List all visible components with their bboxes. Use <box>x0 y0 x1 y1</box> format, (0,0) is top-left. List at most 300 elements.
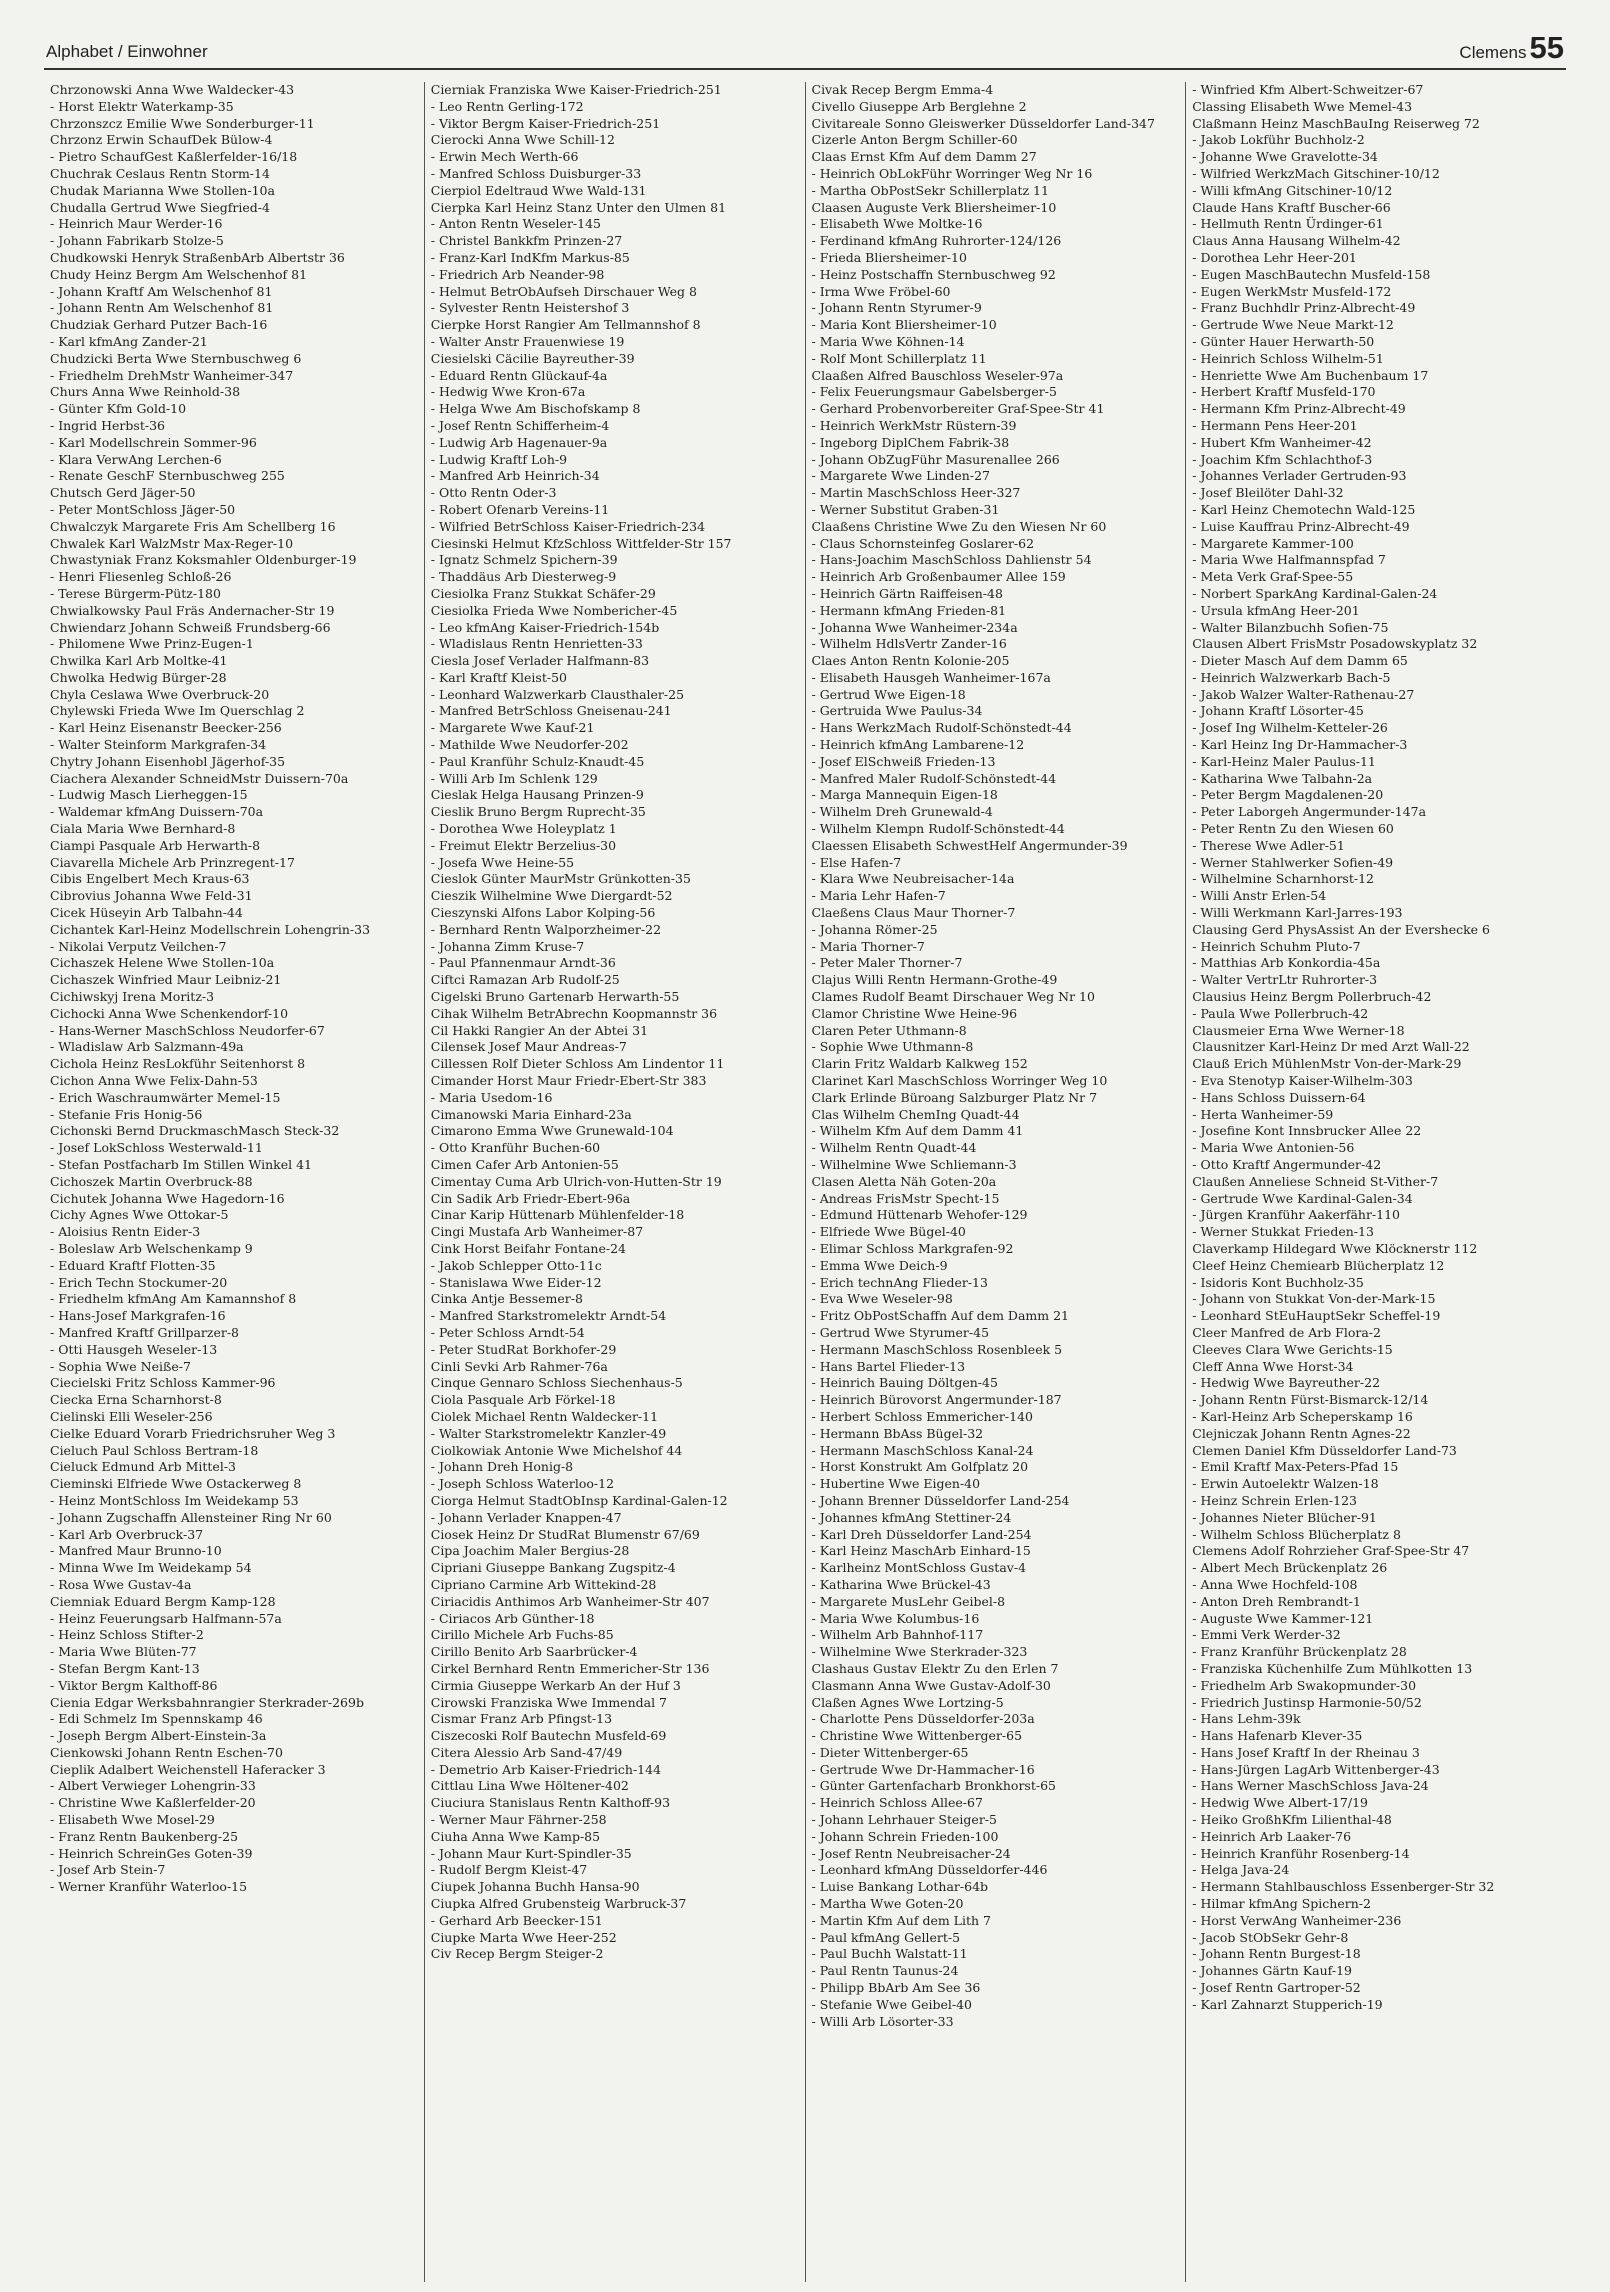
directory-entry: Chyla Ceslawa Wwe Overbruck-20 <box>50 686 270 702</box>
directory-entry: - Ursula kfmAng Heer-201 <box>1192 602 1360 618</box>
directory-entry: - Wilhelm Dreh Grunewald-4 <box>811 804 993 820</box>
directory-entry: Cierocki Anna Wwe Schill-12 <box>430 132 615 148</box>
directory-entry: - Manfred Maler Rudolf-Schönstedt-44 <box>811 770 1057 786</box>
directory-entry: - Edi Schmelz Im Spennskamp 46 <box>50 1711 263 1727</box>
directory-entry: - Horst Konstrukt Am Golfplatz 20 <box>811 1459 1029 1475</box>
directory-entry: - Martha ObPostSekr Schillerplatz 11 <box>811 182 1049 198</box>
directory-entry: - Wilhelm Rentn Quadt-44 <box>811 1140 977 1156</box>
directory-entry: - Charlotte Pens Düsseldorfer-203a <box>811 1711 1035 1727</box>
directory-entry: Cipriani Giuseppe Bankang Zugspitz-4 <box>430 1560 676 1576</box>
directory-entry: - Hubert Kfm Wanheimer-42 <box>1192 434 1372 450</box>
directory-entry: Cinli Sevki Arb Rahmer-76a <box>430 1358 608 1374</box>
directory-entry: Clemen Daniel Kfm Düsseldorfer Land-73 <box>1192 1442 1457 1458</box>
directory-entry: Ciftci Ramazan Arb Rudolf-25 <box>430 972 620 988</box>
directory-entry: - Albert Mech Brückenplatz 26 <box>1192 1560 1388 1576</box>
directory-entry: - Henri Fliesenleg Schloß-26 <box>50 569 232 585</box>
directory-entry: Cirmia Giuseppe Werkarb An der Huf 3 <box>430 1677 681 1693</box>
directory-entry: - Frieda Bliersheimer-10 <box>811 249 967 265</box>
directory-entry: - Gertrud Wwe Styrumer-45 <box>811 1324 990 1340</box>
directory-entry: - Friedrich Justinsp Harmonie-50/52 <box>1192 1694 1422 1710</box>
directory-entry: Citera Alessio Arb Sand-47/49 <box>430 1744 623 1760</box>
directory-entry: - Otto Kraftf Angermunder-42 <box>1192 1157 1382 1172</box>
directory-entry: - Maria Usedom-16 <box>430 1089 553 1105</box>
directory-entry: - Dorothea Lehr Heer-201 <box>1192 249 1357 265</box>
directory-entry: - Johann Schrein Frieden-100 <box>811 1828 999 1844</box>
directory-entry: - Erich Techn Stockumer-20 <box>50 1274 228 1290</box>
directory-entry: - Katharina Wwe Brückel-43 <box>811 1576 991 1592</box>
directory-entry: - Dieter Wittenberger-65 <box>811 1744 969 1760</box>
directory-entry: Ciriacidis Anthimos Arb Wanheimer-Str 407 <box>430 1593 710 1609</box>
directory-entry: Cierniak Franziska Wwe Kaiser-Friedrich-251 <box>430 82 722 97</box>
directory-entry: - Philipp BbArb Am See 36 <box>811 1980 981 1996</box>
directory-entry: - Maria Kont Bliersheimer-10 <box>811 317 997 333</box>
directory-entry: - Heinz Postschaffn Sternbuschweg 92 <box>811 266 1056 282</box>
directory-entry: - Friedhelm kfmAng Am Kamannshof 8 <box>50 1291 297 1307</box>
directory-entry: - Hans-Werner MaschSchloss Neudorfer-67 <box>50 1022 325 1038</box>
directory-entry: - Bernhard Rentn Walporzheimer-22 <box>430 921 662 937</box>
directory-entry: - Leonhard StEuHauptSekr Scheffel-19 <box>1192 1308 1441 1324</box>
directory-entry: - Heinrich Schloss Allee-67 <box>811 1795 983 1811</box>
directory-entry: - Johannes Gärtn Kauf-19 <box>1192 1963 1352 1979</box>
directory-entry: - Paul Kranführ Schulz-Knaudt-45 <box>430 753 645 769</box>
directory-entry: - Johann Zugschaffn Allensteiner Ring Nr 60 <box>50 1509 332 1525</box>
directory-entry: Clamor Christine Wwe Heine-96 <box>811 1005 1018 1021</box>
directory-entry: - Wilhelmine Scharnhorst-12 <box>1192 871 1375 887</box>
directory-entry: - Philomene Wwe Prinz-Eugen-1 <box>50 636 254 652</box>
directory-entry: - Horst VerwAng Wanheimer-236 <box>1192 1912 1402 1928</box>
directory-entry: - Hedwig Wwe Kron-67a <box>430 384 586 400</box>
directory-entry: - Gerhard Arb Beecker-151 <box>430 1912 603 1928</box>
directory-entry: - Friedhelm DrehMstr Wanheimer-347 <box>50 367 294 383</box>
directory-entry: - Franz-Karl IndKfm Markus-85 <box>430 249 630 265</box>
directory-entry: - Johann Fabrikarb Stolze-5 <box>50 233 224 249</box>
directory-entry: - Stefan Bergm Kant-13 <box>50 1660 200 1676</box>
directory-entry: Ciola Pasquale Arb Förkel-18 <box>430 1392 616 1408</box>
directory-entry: - Erwin Mech Werth-66 <box>430 149 579 165</box>
directory-entry: - Waldemar kfmAng Duissern-70a <box>50 804 264 820</box>
directory-entry: - Hedwig Wwe Bayreuther-22 <box>1192 1375 1381 1391</box>
directory-entry: - Demetrio Arb Kaiser-Friedrich-144 <box>430 1761 662 1777</box>
directory-entry: - Wilhelm Schloss Blücherplatz 8 <box>1192 1526 1401 1542</box>
directory-entry: Clausmeier Erna Wwe Werner-18 <box>1192 1022 1405 1038</box>
directory-entry: - Mathilde Wwe Neudorfer-202 <box>430 737 629 753</box>
directory-entry: - Johann von Stukkat Von-der-Mark-15 <box>1192 1291 1436 1307</box>
directory-entry: - Hermann BbAss Bügel-32 <box>811 1425 984 1441</box>
directory-entry: - Manfred Kraftf Grillparzer-8 <box>50 1324 240 1340</box>
directory-entry: - Günter Gartenfacharb Bronkhorst-65 <box>811 1778 1057 1794</box>
directory-entry: - Claus Schornsteinfeg Goslarer-62 <box>811 535 1035 551</box>
directory-entry: Churs Anna Wwe Reinhold-38 <box>50 384 241 400</box>
directory-entry: - Hubertine Wwe Eigen-40 <box>811 1476 981 1492</box>
directory-entry: Cichy Agnes Wwe Ottokar-5 <box>50 1207 229 1223</box>
directory-entry: Civitareale Sonno Gleiswerker Düsseldorfer Land-347 <box>811 115 1155 131</box>
page-header <box>44 28 1566 70</box>
directory-column-4 <box>1185 82 1566 2282</box>
directory-entry: - Hans-Jürgen LagArb Wittenberger-43 <box>1192 1761 1440 1777</box>
directory-entry: Chudziak Gerhard Putzer Bach-16 <box>50 317 268 333</box>
directory-entry: Ciavarella Michele Arb Prinzregent-17 <box>50 854 295 870</box>
directory-entry: - Ignatz Schmelz Spichern-39 <box>430 552 618 568</box>
directory-entry: - Sophia Wwe Neiße-7 <box>50 1358 191 1374</box>
directory-entry: - Rosa Wwe Gustav-4a <box>50 1576 192 1592</box>
directory-entry: Claßen Agnes Wwe Lortzing-5 <box>811 1694 1004 1710</box>
directory-entry: - Hedwig Wwe Albert-17/19 <box>1192 1795 1369 1811</box>
directory-entry: Ciupka Alfred Grubensteig Warbruck-37 <box>430 1896 687 1912</box>
directory-column-2 <box>424 82 805 2282</box>
directory-entry: - Josef Rentn Gartroper-52 <box>1192 1980 1361 1996</box>
directory-entry: Civ Recep Bergm Steiger-2 <box>430 1946 604 1962</box>
directory-entry: Cierpiol Edeltraud Wwe Wald-131 <box>430 182 647 198</box>
directory-entry: - Therese Wwe Adler-51 <box>1192 837 1345 853</box>
directory-entry: - Emil Kraftf Max-Peters-Pfad 15 <box>1192 1459 1399 1475</box>
directory-entry: - Wilfried BetrSchloss Kaiser-Friedrich-234 <box>430 518 706 534</box>
directory-entry: - Wilfried WerkzMach Gitschiner-10/12 <box>1192 165 1440 181</box>
directory-entry: Ciorga Helmut StadtObInsp Kardinal-Galen-12 <box>430 1492 728 1508</box>
directory-entry: Cichocki Anna Wwe Schenkendorf-10 <box>50 1005 289 1021</box>
directory-entry: Chwiendarz Johann Schweiß Frundsberg-66 <box>50 619 331 635</box>
directory-entry: Claes Anton Rentn Kolonie-205 <box>811 653 1010 669</box>
entry-list-2 <box>425 82 805 1963</box>
directory-entry: - Paul Buchh Walstatt-11 <box>811 1946 968 1962</box>
directory-entry: - Margarete Wwe Kauf-21 <box>430 720 595 736</box>
directory-entry: Claas Ernst Kfm Auf dem Damm 27 <box>811 149 1037 165</box>
directory-entry: - Johanna Zimm Kruse-7 <box>430 938 585 954</box>
directory-entry: - Josef Rentn Schifferheim-4 <box>430 417 610 433</box>
directory-entry: Cielke Eduard Vorarb Friedrichsruher Weg 3 <box>50 1425 336 1441</box>
directory-entry: - Elisabeth Wwe Mosel-29 <box>50 1812 215 1828</box>
directory-entry: Clausen Albert FrisMstr Posadowskyplatz 32 <box>1192 636 1478 652</box>
directory-entry: - Hermann kfmAng Frieden-81 <box>811 602 1007 618</box>
directory-entry: Cismar Franz Arb Pfingst-13 <box>430 1711 613 1727</box>
directory-entry: Cielinski Elli Weseler-256 <box>50 1408 213 1424</box>
directory-entry: Cimarono Emma Wwe Grunewald-104 <box>430 1123 674 1139</box>
directory-entry: - Joseph Bergm Albert-Einstein-3a <box>50 1728 267 1744</box>
directory-entry: Cimen Cafer Arb Antonien-55 <box>430 1157 619 1172</box>
directory-entry: Chutsch Gerd Jäger-50 <box>50 485 196 501</box>
directory-entry: Ciachera Alexander SchneidMstr Duissern-70a <box>50 770 349 786</box>
directory-entry: - Walter Steinform Markgrafen-34 <box>50 737 267 753</box>
directory-entry: - Hermann Stahlbauschloss Essenberger-Str 32 <box>1192 1879 1495 1895</box>
directory-entry: Cingi Mustafa Arb Wanheimer-87 <box>430 1224 644 1240</box>
directory-entry: - Eva Wwe Weseler-98 <box>811 1291 953 1307</box>
directory-entry: Clemens Adolf Rohrzieher Graf-Spee-Str 47 <box>1192 1543 1470 1559</box>
directory-entry: - Willi Arb Im Schlenk 129 <box>430 770 598 786</box>
directory-entry: - Karl-Heinz Maler Paulus-11 <box>1192 753 1376 769</box>
directory-entry: Chwolka Hedwig Bürger-28 <box>50 669 227 685</box>
directory-entry: Chudy Heinz Bergm Am Welschenhof 81 <box>50 266 308 282</box>
directory-entry: - Johann Dreh Honig-8 <box>430 1459 574 1475</box>
page-number: 55 <box>1529 30 1564 65</box>
directory-entry: - Manfred Schloss Duisburger-33 <box>430 165 642 181</box>
directory-entry: Cimentay Cuma Arb Ulrich-von-Hutten-Str 19 <box>430 1173 722 1189</box>
directory-entry: Chudkowski Henryk StraßenbArb Albertstr 36 <box>50 249 345 265</box>
directory-entry: - Rudolf Bergm Kleist-47 <box>430 1862 588 1878</box>
directory-entry: - Felix Feuerungsmaur Gabelsberger-5 <box>811 384 1057 400</box>
directory-entry: - Hans WerkzMach Rudolf-Schönstedt-44 <box>811 720 1072 736</box>
directory-entry: Chrzonszcz Emilie Wwe Sonderburger-11 <box>50 115 315 131</box>
directory-entry: Chwalczyk Margarete Fris Am Schellberg 16 <box>50 518 336 534</box>
directory-entry: - Heinrich Schuhm Pluto-7 <box>1192 938 1361 954</box>
directory-entry: Ciolek Michael Rentn Waldecker-11 <box>430 1408 659 1424</box>
directory-entry: Cittlau Lina Wwe Höltener-402 <box>430 1778 629 1794</box>
directory-entry: Cienkowski Johann Rentn Eschen-70 <box>50 1744 283 1760</box>
directory-entry: Ciesla Josef Verlader Halfmann-83 <box>430 653 650 669</box>
directory-entry: - Josef Ing Wilhelm-Ketteler-26 <box>1192 720 1388 736</box>
directory-entry: - Willi kfmAng Gitschiner-10/12 <box>1192 182 1393 198</box>
directory-entry: - Wladislaus Rentn Henrietten-33 <box>430 636 643 652</box>
directory-entry: - Gertruida Wwe Paulus-34 <box>811 703 983 719</box>
directory-entry: - Willi Anstr Erlen-54 <box>1192 888 1327 904</box>
directory-entry: - Dieter Masch Auf dem Damm 65 <box>1192 653 1408 669</box>
directory-entry: - Johann Maur Kurt-Spindler-35 <box>430 1845 632 1861</box>
directory-entry: - Johann Rentn Fürst-Bismarck-12/14 <box>1192 1392 1429 1408</box>
directory-entry: Ciesinski Helmut KfzSchloss Wittfelder-Str 157 <box>430 535 732 551</box>
directory-entry: - Walter Anstr Frauenwiese 19 <box>430 333 625 349</box>
directory-entry: Cichoszek Martin Overbruck-88 <box>50 1173 253 1189</box>
directory-entry: Cin Sadik Arb Friedr-Ebert-96a <box>430 1190 631 1206</box>
directory-entry: Cizerle Anton Bergm Schiller-60 <box>811 132 1018 148</box>
directory-entry: Claaßens Christine Wwe Zu den Wiesen Nr 60 <box>811 518 1107 534</box>
directory-entry: - Johann Rentn Am Welschenhof 81 <box>50 300 274 316</box>
directory-entry: - Willi Werkmann Karl-Jarres-193 <box>1192 905 1403 921</box>
directory-entry: - Maria Wwe Halfmannspfad 7 <box>1192 552 1386 568</box>
directory-entry: Cink Horst Beifahr Fontane-24 <box>430 1240 627 1256</box>
directory-entry: Cinar Karip Hüttenarb Mühlenfelder-18 <box>430 1207 685 1223</box>
directory-entry: - Martha Wwe Goten-20 <box>811 1896 964 1912</box>
directory-entry: Clashaus Gustav Elektr Zu den Erlen 7 <box>811 1660 1059 1676</box>
directory-entry: - Heinz Schrein Erlen-123 <box>1192 1492 1357 1508</box>
directory-entry: Cirillo Benito Arb Saarbrücker-4 <box>430 1644 638 1660</box>
directory-entry: Clausing Gerd PhysAssist An der Evershecke 6 <box>1192 921 1491 937</box>
directory-entry: - Peter Bergm Magdalenen-20 <box>1192 787 1384 803</box>
directory-entry: - Werner Maur Fährner-258 <box>430 1812 607 1828</box>
entry-list-3 <box>806 82 1186 2030</box>
directory-entry: - Heinrich kfmAng Lambarene-12 <box>811 737 1025 753</box>
directory-entry: Chudzicki Berta Wwe Sternbuschweg 6 <box>50 350 302 366</box>
directory-entry: - Eduard Kraftf Flotten-35 <box>50 1257 216 1273</box>
directory-entry: - Rolf Mont Schillerplatz 11 <box>811 350 987 366</box>
directory-entry: - Heinrich Bauing Döltgen-45 <box>811 1375 998 1391</box>
directory-entry: Cibrovius Johanna Wwe Feld-31 <box>50 888 253 904</box>
directory-entry: Ciesiolka Franz Stukkat Schäfer-29 <box>430 585 656 601</box>
directory-entry: - Ingeborg DiplChem Fabrik-38 <box>811 434 1010 450</box>
directory-entry: - Johanna Römer-25 <box>811 921 938 937</box>
directory-entry: - Klara VerwAng Lerchen-6 <box>50 451 222 467</box>
directory-entry: Cieslik Bruno Bergm Ruprecht-35 <box>430 804 646 820</box>
directory-entry: - Hilmar kfmAng Spichern-2 <box>1192 1896 1371 1912</box>
directory-entry: Chwastyniak Franz Koksmahler Oldenburger-19 <box>50 552 357 568</box>
directory-entry: - Nikolai Verputz Veilchen-7 <box>50 938 227 954</box>
directory-entry: - Peter Laborgeh Angermunder-147a <box>1192 804 1427 820</box>
directory-entry: - Stefanie Wwe Geibel-40 <box>811 1996 973 2012</box>
directory-entry: Cigelski Bruno Gartenarb Herwarth-55 <box>430 989 680 1005</box>
directory-entry: - Henriette Wwe Am Buchenbaum 17 <box>1192 367 1429 383</box>
directory-entry: - Maria Wwe Köhnen-14 <box>811 333 965 349</box>
directory-entry: - Auguste Wwe Kammer-121 <box>1192 1610 1374 1626</box>
directory-entry: - Heinrich Arb Laaker-76 <box>1192 1828 1352 1844</box>
directory-entry: - Hermann Kfm Prinz-Albrecht-49 <box>1192 401 1406 417</box>
directory-entry: - Anton Dreh Rembrandt-1 <box>1192 1593 1361 1609</box>
directory-entry: - Viktor Bergm Kaiser-Friedrich-251 <box>430 115 661 131</box>
directory-entry: Chytry Johann Eisenhobl Jägerhof-35 <box>50 753 286 769</box>
directory-entry: Cirowski Franziska Wwe Immendal 7 <box>430 1694 668 1710</box>
directory-entry: Cichola Heinz ResLokführ Seitenhorst 8 <box>50 1056 306 1072</box>
directory-entry: - Johanne Wwe Gravelotte-34 <box>1192 149 1378 165</box>
directory-entry: - Dorothea Wwe Holeyplatz 1 <box>430 821 617 837</box>
directory-entry: - Heinrich SchreinGes Goten-39 <box>50 1845 253 1861</box>
directory-entry: - Hans Josef Kraftf In der Rheinau 3 <box>1192 1744 1420 1760</box>
directory-entry: Clas Wilhelm ChemIng Quadt-44 <box>811 1106 1020 1122</box>
directory-entry: - Gertrude Wwe Kardinal-Galen-34 <box>1192 1190 1413 1206</box>
directory-entry: - Elisabeth Hausgeh Wanheimer-167a <box>811 669 1051 685</box>
directory-entry: - Franz Buchhdlr Prinz-Albrecht-49 <box>1192 300 1416 316</box>
directory-entry: - Otti Hausgeh Weseler-13 <box>50 1341 218 1357</box>
directory-entry: - Johannes Nieter Blücher-91 <box>1192 1509 1377 1525</box>
directory-entry: Clajus Willi Rentn Hermann-Grothe-49 <box>811 972 1058 988</box>
directory-entry: - Helga Wwe Am Bischofskamp 8 <box>430 401 641 417</box>
directory-entry: - Hans Hafenarb Klever-35 <box>1192 1728 1363 1744</box>
directory-entry: - Hans-Joachim MaschSchloss Dahlienstr 54 <box>811 552 1092 568</box>
directory-entry: Claus Anna Hausang Wilhelm-42 <box>1192 233 1401 249</box>
directory-entry: - Ferdinand kfmAng Ruhrorter-124/126 <box>811 233 1062 249</box>
directory-entry: - Christine Wwe Wittenberger-65 <box>811 1728 1023 1744</box>
directory-entry: - Eduard Rentn Glückauf-4a <box>430 367 608 383</box>
directory-entry: - Isidoris Kont Buchholz-35 <box>1192 1274 1364 1290</box>
directory-entry: - Wilhelm Arb Bahnhof-117 <box>811 1627 984 1643</box>
directory-entry: - Margarete MusLehr Geibel-8 <box>811 1593 1006 1609</box>
directory-entry: Claverkamp Hildegard Wwe Klöcknerstr 112 <box>1192 1240 1478 1256</box>
directory-entry: - Herbert Schloss Emmericher-140 <box>811 1408 1033 1424</box>
directory-entry: - Luise Bankang Lothar-64b <box>811 1879 989 1895</box>
directory-entry: - Johannes kfmAng Stettiner-24 <box>811 1509 1012 1525</box>
directory-entry: Cimander Horst Maur Friedr-Ebert-Str 383 <box>430 1073 707 1089</box>
directory-entry: - Klara Wwe Neubreisacher-14a <box>811 871 1015 887</box>
directory-entry: Chudak Marianna Wwe Stollen-10a <box>50 182 275 198</box>
directory-entry: Ciosek Heinz Dr StudRat Blumenstr 67/69 <box>430 1526 700 1542</box>
directory-entry: - Jakob Schlepper Otto-11c <box>430 1257 602 1273</box>
directory-entry: - Johannes Verlader Gertruden-93 <box>1192 468 1407 484</box>
directory-entry: - Manfred Starkstromelektr Arndt-54 <box>430 1308 667 1324</box>
directory-entry: Cichonski Bernd DruckmaschMasch Steck-32 <box>50 1123 340 1139</box>
directory-entry: Clames Rudolf Beamt Dirschauer Weg Nr 10 <box>811 989 1095 1005</box>
directory-entry: - Josef Rentn Neubreisacher-24 <box>811 1845 1011 1861</box>
directory-entry: - Luise Kauffrau Prinz-Albrecht-49 <box>1192 518 1410 534</box>
directory-entry: - Maria Thorner-7 <box>811 938 925 954</box>
directory-entry: Clasmann Anna Wwe Gustav-Adolf-30 <box>811 1677 1051 1693</box>
directory-entry: - Günter Hauer Herwarth-50 <box>1192 333 1375 349</box>
directory-entry: - Margarete Kammer-100 <box>1192 535 1354 551</box>
directory-entry: Cleeves Clara Wwe Gerichts-15 <box>1192 1341 1393 1357</box>
directory-entry: Clejniczak Johann Rentn Agnes-22 <box>1192 1425 1411 1441</box>
directory-entry: Cibis Engelbert Mech Kraus-63 <box>50 871 250 887</box>
directory-entry: Claeßens Claus Maur Thorner-7 <box>811 905 1016 921</box>
directory-entry: - Renate GeschF Sternbuschweg 255 <box>50 468 285 484</box>
directory-entry: - Karl Heinz Eisenanstr Beecker-256 <box>50 720 282 736</box>
directory-entry: Ciampi Pasquale Arb Herwarth-8 <box>50 837 261 853</box>
directory-entry: Claasen Auguste Verk Bliersheimer-10 <box>811 199 1057 215</box>
directory-entry: - Eva Stenotyp Kaiser-Wilhelm-303 <box>1192 1073 1413 1089</box>
directory-entry: Claude Hans Kraftf Buscher-66 <box>1192 199 1391 215</box>
directory-entry: - Paula Wwe Pollerbruch-42 <box>1192 1005 1369 1021</box>
directory-entry: Cienia Edgar Werksbahnrangier Sterkrader-269b <box>50 1694 364 1710</box>
directory-entry: - Hellmuth Rentn Ürdinger-61 <box>1192 216 1384 232</box>
directory-entry: - Else Hafen-7 <box>811 854 902 870</box>
directory-entry: Clauß Erich MühlenMstr Von-der-Mark-29 <box>1192 1056 1462 1072</box>
directory-entry: - Joachim Kfm Schlachthof-3 <box>1192 451 1373 467</box>
directory-entry: Ciala Maria Wwe Bernhard-8 <box>50 821 236 837</box>
directory-entry: - Maria Wwe Blüten-77 <box>50 1644 197 1660</box>
directory-entry: Cichiwskyj Irena Moritz-3 <box>50 989 215 1005</box>
directory-entry: Classing Elisabeth Wwe Memel-43 <box>1192 98 1413 114</box>
directory-entry: Chylewski Frieda Wwe Im Querschlag 2 <box>50 703 305 719</box>
directory-entry: - Leonhard kfmAng Düsseldorfer-446 <box>811 1862 1048 1878</box>
directory-entry: - Friedrich Arb Neander-98 <box>430 266 605 282</box>
directory-entry: - Ingrid Herbst-36 <box>50 417 165 433</box>
directory-entry: Cipriano Carmine Arb Wittekind-28 <box>430 1576 657 1592</box>
directory-entry: - Horst Elektr Waterkamp-35 <box>50 98 234 114</box>
directory-entry: Cil Hakki Rangier An der Abtei 31 <box>430 1022 649 1038</box>
directory-entry: - Anton Rentn Weseler-145 <box>430 216 601 232</box>
directory-entry: Cichantek Karl-Heinz Modellschrein Lohengrin-33 <box>50 921 371 937</box>
directory-entry: - Werner Stahlwerker Sofien-49 <box>1192 854 1394 870</box>
directory-entry: Cicek Hüseyin Arb Talbahn-44 <box>50 905 243 921</box>
directory-entry: - Terese Bürgerm-Pütz-180 <box>50 585 221 601</box>
directory-entry: - Jürgen Kranführ Aakerfähr-110 <box>1192 1207 1401 1223</box>
directory-entry: - Herbert Kraftf Musfeld-170 <box>1192 384 1376 400</box>
directory-entry: Cihak Wilhelm BetrAbrechn Koopmannstr 36 <box>430 1005 718 1021</box>
directory-entry: - Hans-Josef Markgrafen-16 <box>50 1308 226 1324</box>
directory-entry: - Jacob StObSekr Gehr-8 <box>1192 1929 1349 1945</box>
directory-entry: Cieszik Wilhelmine Wwe Diergardt-52 <box>430 888 673 904</box>
directory-entry: - Johann Kraftf Lösorter-45 <box>1192 703 1364 719</box>
directory-entry: Clasen Aletta Näh Goten-20a <box>811 1173 997 1189</box>
directory-entry: Cieszynski Alfons Labor Kolping-56 <box>430 905 656 921</box>
directory-entry: Cierpka Karl Heinz Stanz Unter den Ulmen 81 <box>430 199 727 215</box>
directory-entry: - Maria Lehr Hafen-7 <box>811 888 946 904</box>
directory-entry: - Sophie Wwe Uthmann-8 <box>811 1039 974 1055</box>
directory-entry: - Helga Java-24 <box>1192 1862 1290 1878</box>
directory-entry: Chrzonowski Anna Wwe Waldecker-43 <box>50 82 295 97</box>
directory-entry: Cirkel Bernhard Rentn Emmericher-Str 136 <box>430 1660 710 1676</box>
directory-entry: Clark Erlinde Büroang Salzburger Platz Nr 7 <box>811 1089 1098 1105</box>
directory-entry: - Hans Lehm-39k <box>1192 1711 1301 1727</box>
directory-entry: - Emmi Verk Werder-32 <box>1192 1627 1341 1643</box>
directory-entry: Cinka Antje Bessemer-8 <box>430 1291 583 1307</box>
directory-entry: - Peter Schloss Arndt-54 <box>430 1324 585 1340</box>
directory-entry: - Johann Kraftf Am Welschenhof 81 <box>50 283 273 299</box>
directory-entry: - Leo Rentn Gerling-172 <box>430 98 584 114</box>
directory-entry: Clarinet Karl MaschSchloss Worringer Weg 10 <box>811 1073 1108 1089</box>
directory-entry: - Gertrude Wwe Neue Markt-12 <box>1192 317 1394 333</box>
directory-entry: - Friedhelm Arb Swakopmunder-30 <box>1192 1677 1417 1693</box>
directory-entry: Cichaszek Helene Wwe Stollen-10a <box>50 955 275 971</box>
directory-entry: - Wilhelmine Wwe Sterkrader-323 <box>811 1644 1028 1660</box>
directory-entry: - Marga Mannequin Eigen-18 <box>811 787 998 803</box>
directory-entry: Chrzonz Erwin SchaufDek Bülow-4 <box>50 132 273 148</box>
directory-entry: - Christel Bankkfm Prinzen-27 <box>430 233 623 249</box>
directory-entry: - Hermann Pens Heer-201 <box>1192 417 1358 433</box>
directory-entry: Cieslak Helga Hausang Prinzen-9 <box>430 787 644 803</box>
directory-column-3 <box>805 82 1186 2282</box>
directory-entry: - Hermann MaschSchloss Kanal-24 <box>811 1442 1034 1458</box>
directory-entry: - Karl kfmAng Zander-21 <box>50 333 208 349</box>
directory-entry: - Heiko GroßhKfm Lilienthal-48 <box>1192 1812 1392 1828</box>
directory-entry: - Werner Stukkat Frieden-13 <box>1192 1224 1374 1240</box>
directory-entry: - Joseph Schloss Waterloo-12 <box>430 1476 615 1492</box>
directory-entry: - Stefan Postfacharb Im Stillen Winkel 41 <box>50 1157 312 1172</box>
directory-entry: - Ludwig Arb Hagenauer-9a <box>430 434 608 450</box>
directory-entry: - Franziska Küchenhilfe Zum Mühlkotten 13 <box>1192 1660 1473 1676</box>
